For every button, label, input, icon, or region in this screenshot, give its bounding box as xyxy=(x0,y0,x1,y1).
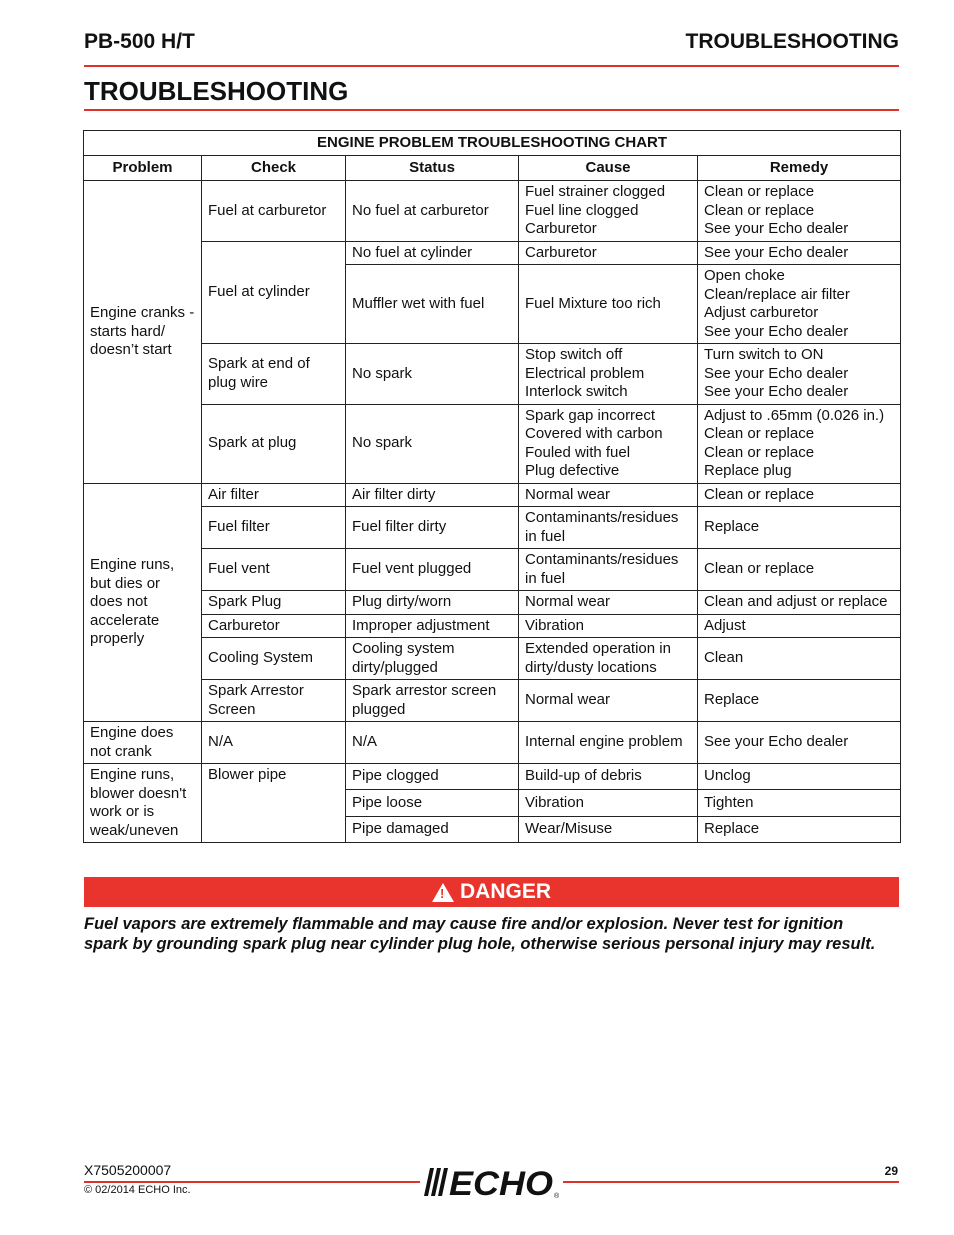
table-row xyxy=(84,591,901,615)
column-header-status: Status xyxy=(346,156,519,181)
status-cell: Pipe damaged xyxy=(346,816,519,842)
cause-cell xyxy=(519,722,698,764)
remedy-cell-line: Turn switch to ON xyxy=(704,346,824,363)
cause-cell-line: Plug defective xyxy=(525,462,620,479)
cause-cell-line: Fuel line clogged xyxy=(525,201,639,219)
echo-logo xyxy=(420,1164,563,1200)
cause-cell-line: Fuel strainer clogged xyxy=(525,183,666,200)
status-cell: Fuel filter dirty xyxy=(346,507,519,549)
remedy-cell-line: Adjust carburetor xyxy=(704,304,819,321)
danger-warning-text: Fuel vapors are extremely flammable and may cause fire and/or explosion. Never test for ignition spark by grounding spark plug near cylinder plug hole, otherwise serious personal injury may result. xyxy=(84,915,876,953)
footer-rule-left xyxy=(84,1181,420,1183)
remedy-cell-line: Clean or replace xyxy=(704,425,815,442)
remedy-cell-line: Clean or replace xyxy=(704,485,815,503)
cause-cell-line: Carburetor xyxy=(525,220,597,237)
remedy-cell-line: Clean or replace xyxy=(704,201,815,219)
cause-cell-line: Internal engine problem xyxy=(525,733,683,751)
status-cell: Pipe clogged xyxy=(346,764,519,790)
remedy-cell-line: See your Echo dealer xyxy=(704,364,849,382)
section-name: TROUBLESHOOTING xyxy=(685,30,899,53)
remedy-cell xyxy=(698,680,901,722)
check-cell: Fuel filter xyxy=(202,507,346,549)
table-row xyxy=(84,181,901,242)
remedy-cell xyxy=(698,722,901,764)
problem-cell: Engine runs, but dies or does not accelerate properly xyxy=(84,483,202,722)
remedy-cell-line: Clean or replace xyxy=(704,443,815,461)
model-name: PB-500 H/T xyxy=(84,30,195,53)
page-number: 29 xyxy=(884,1164,898,1178)
cause-cell-line: Vibration xyxy=(525,793,584,811)
table-row xyxy=(84,404,901,483)
table-header-row xyxy=(84,156,901,181)
remedy-cell-line: Replace xyxy=(704,820,760,838)
column-header-cause: Cause xyxy=(519,156,698,181)
cause-cell xyxy=(519,614,698,638)
table-row xyxy=(84,507,901,549)
remedy-cell-line: Clean xyxy=(704,649,744,667)
remedy-cell xyxy=(698,181,901,242)
check-cell: Spark at end of plug wire xyxy=(202,344,346,405)
copyright: © 02/2014 ECHO Inc. xyxy=(84,1184,191,1196)
table-row xyxy=(84,680,901,722)
header-rule xyxy=(84,65,899,67)
cause-cell-line: Build-up of debris xyxy=(525,767,642,785)
cause-cell-line: Extended operation in dirty/dusty locations xyxy=(525,640,671,676)
cause-cell-line: Carburetor xyxy=(525,243,597,261)
cause-cell-line: Electrical problem xyxy=(525,364,645,382)
column-header-problem: Problem xyxy=(84,156,202,181)
table-caption: ENGINE PROBLEM TROUBLESHOOTING CHART xyxy=(84,131,901,156)
cause-cell xyxy=(519,591,698,615)
remedy-cell-line: Replace xyxy=(704,691,760,709)
cause-cell-line: Normal wear xyxy=(525,485,611,503)
warning-triangle-icon: ! xyxy=(432,883,454,902)
table-row xyxy=(84,638,901,680)
page-title: TROUBLESHOOTING xyxy=(84,76,349,106)
check-cell: Blower pipe xyxy=(202,764,346,843)
remedy-cell-line: Clean or replace xyxy=(704,560,815,578)
remedy-cell xyxy=(698,241,901,265)
status-cell: Air filter dirty xyxy=(346,483,519,507)
cause-cell xyxy=(519,764,698,790)
danger-banner xyxy=(84,877,899,907)
cause-cell xyxy=(519,507,698,549)
status-cell: Fuel vent plugged xyxy=(346,549,519,591)
remedy-cell-line: Clean/replace air filter xyxy=(704,285,850,303)
remedy-cell xyxy=(698,549,901,591)
status-cell: N/A xyxy=(346,722,519,764)
remedy-cell-line: Replace xyxy=(704,518,760,536)
cause-cell-line: Fuel Mixture too rich xyxy=(525,294,661,312)
check-cell: Fuel at carburetor xyxy=(202,181,346,242)
status-cell: Plug dirty/worn xyxy=(346,591,519,615)
logo-wordmark: ECHO xyxy=(449,1165,553,1200)
remedy-cell-line: Clean and adjust or replace xyxy=(704,593,888,610)
remedy-cell xyxy=(698,614,901,638)
cause-cell-line: Contaminants/residues in fuel xyxy=(525,551,679,587)
check-cell: Spark Plug xyxy=(202,591,346,615)
column-header-remedy: Remedy xyxy=(698,156,901,181)
check-cell: N/A xyxy=(202,722,346,764)
problem-cell: Engine runs, blower doesn't work or is weak/uneven xyxy=(84,764,202,843)
cause-cell xyxy=(519,483,698,507)
status-cell: No spark xyxy=(346,404,519,483)
table-body xyxy=(84,181,901,843)
footer-rule-right xyxy=(563,1181,899,1183)
remedy-cell-line: Adjust xyxy=(704,616,746,634)
remedy-cell xyxy=(698,507,901,549)
doc-number: X7505200007 xyxy=(84,1162,172,1178)
remedy-cell xyxy=(698,591,901,615)
cause-cell xyxy=(519,680,698,722)
status-cell: Cooling system dirty/plugged xyxy=(346,638,519,680)
troubleshooting-table xyxy=(83,130,901,843)
cause-cell xyxy=(519,790,698,816)
check-cell: Air filter xyxy=(202,483,346,507)
cause-cell-line: Fouled with fuel xyxy=(525,443,631,461)
status-cell: Pipe loose xyxy=(346,790,519,816)
remedy-cell-line: Unclog xyxy=(704,767,751,785)
cause-cell xyxy=(519,816,698,842)
table-row xyxy=(84,614,901,638)
table-row xyxy=(84,241,901,265)
status-cell: No spark xyxy=(346,344,519,405)
check-cell: Carburetor xyxy=(202,614,346,638)
remedy-cell-line: See your Echo dealer xyxy=(704,322,849,340)
remedy-cell-line: See your Echo dealer xyxy=(704,383,849,400)
cause-cell-line: Stop switch off xyxy=(525,346,623,363)
table-row xyxy=(84,483,901,507)
cause-cell xyxy=(519,404,698,483)
remedy-cell xyxy=(698,816,901,842)
check-cell: Fuel vent xyxy=(202,549,346,591)
column-header-check: Check xyxy=(202,156,346,181)
status-cell: No fuel at cylinder xyxy=(346,241,519,265)
remedy-cell-line: See your Echo dealer xyxy=(704,220,849,237)
table-row xyxy=(84,549,901,591)
status-cell: Improper adjustment xyxy=(346,614,519,638)
remedy-cell-line: Clean or replace xyxy=(704,183,815,200)
problem-cell: Engine cranks - starts hard/ doesn’t start xyxy=(84,181,202,484)
logo-registered-mark: ® xyxy=(554,1193,560,1200)
check-cell: Spark at plug xyxy=(202,404,346,483)
remedy-cell xyxy=(698,344,901,405)
remedy-cell-line: Tighten xyxy=(704,793,754,811)
remedy-cell-line: See your Echo dealer xyxy=(704,243,849,261)
remedy-cell xyxy=(698,638,901,680)
check-cell: Spark Arrestor Screen xyxy=(202,680,346,722)
table-row xyxy=(84,344,901,405)
cause-cell-line: Wear/Misuse xyxy=(525,820,613,838)
cause-cell-line: Covered with carbon xyxy=(525,425,663,442)
cause-cell xyxy=(519,549,698,591)
check-cell: Cooling System xyxy=(202,638,346,680)
cause-cell xyxy=(519,181,698,242)
cause-cell-line: Interlock switch xyxy=(525,383,628,400)
remedy-cell-line: See your Echo dealer xyxy=(704,733,849,751)
table-row xyxy=(84,722,901,764)
remedy-cell-line: Open choke xyxy=(704,267,785,284)
cause-cell-line: Spark gap incorrect xyxy=(525,406,656,424)
remedy-cell xyxy=(698,404,901,483)
table-row xyxy=(84,764,901,790)
remedy-cell xyxy=(698,790,901,816)
status-cell: Spark arrestor screen plugged xyxy=(346,680,519,722)
status-cell: No fuel at carburetor xyxy=(346,181,519,242)
table-caption-row xyxy=(84,131,901,156)
remedy-cell-line: Replace plug xyxy=(704,462,792,479)
remedy-cell-line: Adjust to .65mm (0.026 in.) xyxy=(704,406,885,424)
cause-cell-line: Normal wear xyxy=(525,593,611,610)
remedy-cell xyxy=(698,764,901,790)
remedy-cell xyxy=(698,483,901,507)
cause-cell xyxy=(519,241,698,265)
cause-cell-line: Vibration xyxy=(525,616,584,634)
cause-cell xyxy=(519,638,698,680)
status-cell: Muffler wet with fuel xyxy=(346,265,519,344)
cause-cell-line: Contaminants/residues in fuel xyxy=(525,509,679,545)
check-cell: Fuel at cylinder xyxy=(202,241,346,344)
cause-cell-line: Normal wear xyxy=(525,691,611,709)
title-rule xyxy=(84,109,899,111)
logo-speed-stripes xyxy=(424,1168,448,1196)
page-header xyxy=(84,30,899,58)
remedy-cell xyxy=(698,265,901,344)
cause-cell xyxy=(519,344,698,405)
danger-label: DANGER xyxy=(459,880,551,903)
cause-cell xyxy=(519,265,698,344)
problem-cell: Engine does not crank xyxy=(84,722,202,764)
